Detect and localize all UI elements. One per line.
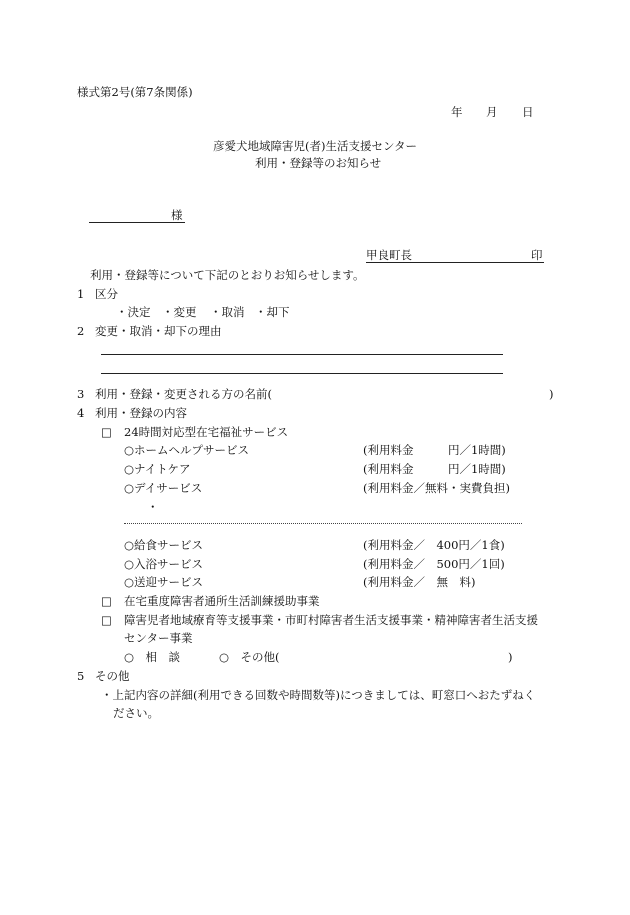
section3-close-paren: ): [549, 387, 554, 401]
reason-line-1: [101, 354, 503, 355]
reason-line-2: [101, 373, 503, 374]
service-home-help: ○ホームヘルプサービス: [124, 443, 250, 457]
service-night-care: ○ナイトケア: [124, 462, 191, 476]
section4-heading: 利用・登録の内容: [95, 406, 187, 420]
section2-number: 2: [77, 324, 85, 338]
option-other: ○ その他(: [219, 650, 280, 664]
fee-day-service: (利用料金／無料・実費負担): [363, 481, 510, 495]
option-cancel: ・取消: [210, 305, 245, 319]
intro-text: 利用・登録等について下記のとおりお知らせします。: [90, 268, 365, 282]
fee-night-care: (利用料金 円／1時間): [363, 462, 506, 476]
group3-label-line2: センター事業: [124, 631, 193, 645]
issuer-underline: [366, 262, 544, 263]
checkbox-24h-service: □: [101, 425, 112, 439]
service-day-service: ○デイサービス: [124, 481, 203, 495]
section4-number: 4: [77, 406, 85, 420]
dotted-separator: [124, 523, 522, 524]
section1-heading: 区分: [95, 287, 118, 301]
option-decision: ・決定: [116, 305, 151, 319]
group1-label: 24時間対応型在宅福祉サービス: [124, 425, 289, 439]
fee-home-help: (利用料金 円／1時間): [363, 443, 506, 457]
section5-heading: その他: [95, 669, 130, 683]
option-reject: ・却下: [255, 305, 290, 319]
service-bathing: ○入浴サービス: [124, 557, 204, 571]
group2-label: 在宅重度障害者通所生活訓練援助事業: [124, 594, 320, 608]
note-line2: ださい。: [113, 706, 159, 720]
checkbox-day-training: □: [101, 594, 112, 608]
fee-bathing: (利用料金／ 500円／1回): [363, 557, 505, 571]
section2-heading: 変更・取消・却下の理由: [95, 324, 222, 338]
service-transport: ○送迎サービス: [124, 575, 204, 589]
date-year-label: 年: [451, 105, 463, 119]
document-title-line2: 利用・登録等のお知らせ: [255, 156, 382, 170]
section5-number: 5: [77, 669, 85, 683]
checkbox-support-project: □: [101, 613, 112, 627]
note-line1: ・上記内容の詳細(利用できる回数や時間数等)につきましては、町窓口へおたずねく: [101, 688, 536, 702]
document-title-line1: 彦愛犬地域障害児(者)生活支援センター: [213, 139, 418, 153]
seal-mark: 印: [531, 248, 543, 262]
addressee-name-line: [89, 222, 185, 223]
section3-number: 3: [77, 387, 85, 401]
form-number: 様式第2号(第7条関係): [77, 85, 193, 99]
fee-transport: (利用料金／ 無 料): [363, 575, 476, 589]
addressee-suffix: 様: [171, 208, 183, 222]
option-change: ・変更: [162, 305, 197, 319]
fee-meal: (利用料金／ 400円／1食): [363, 538, 505, 552]
option-consultation: ○ 相 談: [124, 650, 181, 664]
section1-number: 1: [77, 287, 85, 301]
issuer-name: 甲良町長: [366, 248, 412, 262]
date-month-label: 月: [486, 105, 498, 119]
section3-heading: 利用・登録・変更される方の名前(: [95, 387, 272, 401]
option-other-close-paren: ): [508, 650, 513, 664]
group3-label-line1: 障害児者地域療育等支援事業・市町村障害者生活支援事業・精神障害者生活支援: [124, 613, 538, 627]
bullet-mark: ・: [147, 500, 159, 514]
service-meal: ○給食サービス: [124, 538, 204, 552]
date-day-label: 日: [522, 105, 534, 119]
